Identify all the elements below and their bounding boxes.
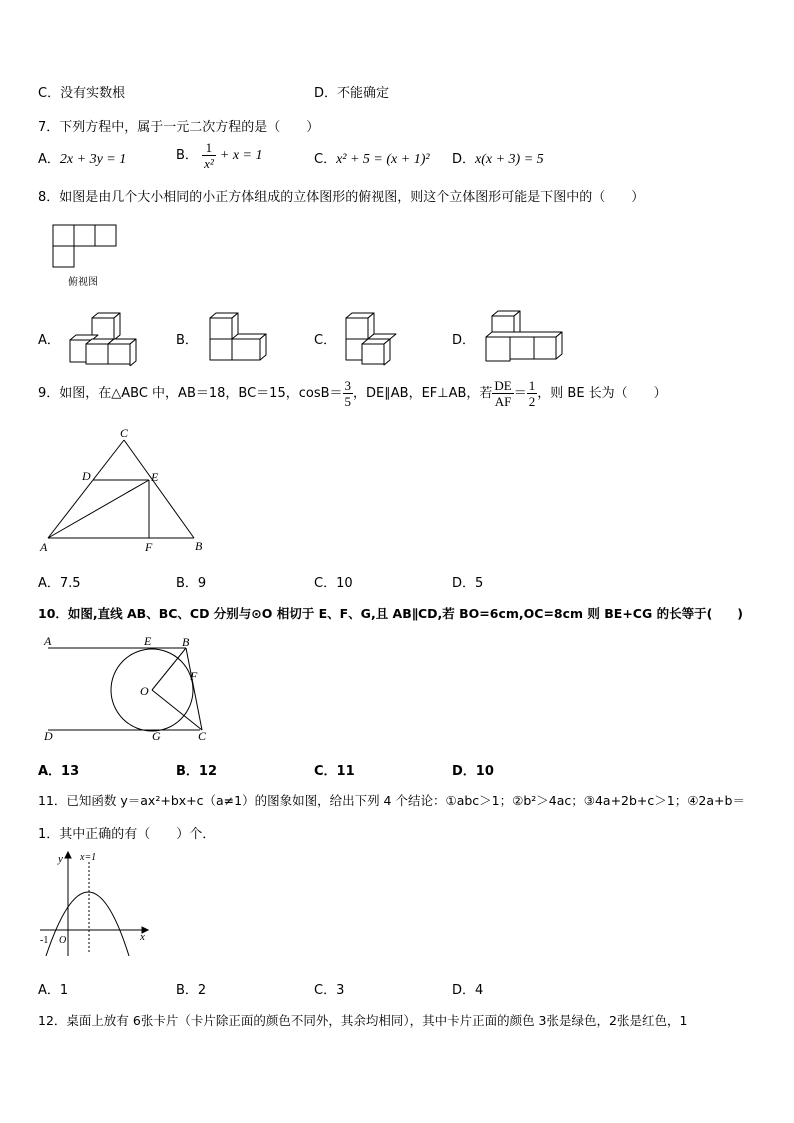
q7-option-c-expr: x² + 5 = (x + 1)²: [336, 152, 430, 167]
q8-option-d-label: D．: [452, 333, 476, 348]
top-view-square: [53, 246, 74, 267]
q7-option-d-expr: x(x + 3) = 5: [475, 152, 544, 167]
q9-stem: [38, 378, 667, 409]
q9-eq: ＝: [513, 386, 527, 401]
q11-option-b: B．2: [176, 983, 207, 998]
q7-option-d: [452, 148, 544, 168]
label-f: F: [190, 669, 198, 683]
label-a: A: [44, 634, 52, 648]
q9-stem-post: ，则 BE 长为（ ）: [537, 386, 667, 401]
q11-parabola-figure: [36, 848, 156, 958]
q9-half-den: 2: [528, 394, 536, 409]
q9-option-d: D．5: [452, 576, 484, 591]
label-x: x: [140, 931, 145, 943]
line-bc: [186, 648, 202, 730]
q6-option-d: D．不能确定: [314, 86, 390, 101]
label-b: B: [195, 539, 203, 553]
segment-ob: [152, 648, 186, 690]
segment-ae: [48, 480, 149, 538]
label-c: C: [120, 426, 129, 440]
q9-ratio-den: AF: [494, 394, 512, 409]
label-e: E: [151, 470, 159, 484]
q8-stem: 8．如图是由几个大小相同的小正方体组成的立体图形的俯视图，则这个立体图形可能是下图中的（ ）: [38, 190, 645, 205]
label-f: F: [145, 540, 153, 554]
label-d: D: [44, 729, 53, 743]
q8-option-b-label: B．: [176, 333, 198, 348]
label-e: E: [144, 634, 152, 648]
top-view-square: [74, 225, 95, 246]
label-minus1: -1: [40, 935, 49, 946]
q11-option-c: C．3: [314, 983, 345, 998]
q7-stem: 7．下列方程中，属于一元二次方程的是（ ）: [38, 120, 320, 135]
q6-option-c: C．没有实数根: [38, 86, 126, 101]
q7-option-a-label: A．: [38, 152, 60, 167]
q8-top-view-caption: 俯视图: [68, 277, 98, 288]
q8-top-view-figure: [48, 222, 120, 272]
side-ac: [48, 440, 124, 538]
side-cb: [124, 440, 194, 538]
label-a: A: [40, 540, 48, 554]
y-axis-arrow: [65, 852, 71, 858]
segment-oc: [152, 690, 202, 730]
parabola-curve: [46, 892, 129, 956]
q9-stem-pre: 9．如图，在△ABC 中，AB＝18，BC＝15，cosB＝: [38, 386, 343, 401]
q10-option-d: D．10: [452, 764, 494, 779]
q12-stem: 12．桌面上放有 6张卡片（卡片除正面的颜色不同外，其余均相同），其中卡片正面的颜色 3张是绿色，2张是红色，1: [38, 1013, 688, 1028]
q10-stem: 10．如图,直线 AB、BC、CD 分别与⊙O 相切于 E、F、G,且 AB∥CD,若 BO=6cm,OC=8cm 则 BE+CG 的长等于( ): [38, 606, 744, 621]
q7-option-b-label: B．: [176, 148, 198, 163]
q7-option-d-label: D．: [452, 152, 476, 167]
q11-stem-line1: 11．已知函数 y＝ax²+bx+c（a≠1）的图象如图，给出下列 4 个结论：①abc＞1；②b²＞4ac；③4a+2b+c＞1；④2a+b＝: [38, 793, 745, 808]
q9-option-c: C．10: [314, 576, 353, 591]
q7-option-b: [176, 140, 262, 171]
q7-b-den: x²: [204, 156, 214, 171]
q7-option-c: [314, 148, 430, 168]
q8-option-b-figure: [206, 310, 278, 366]
top-view-square: [95, 225, 116, 246]
q9-half-fraction: [527, 378, 538, 409]
label-origin: O: [59, 935, 67, 946]
q7-option-a: [38, 148, 126, 168]
q9-half-num: 1: [528, 378, 536, 393]
q9-cos-num: 3: [344, 378, 352, 393]
q11-stem-line2: 1．其中正确的有（ ）个．: [38, 827, 216, 842]
label-d: D: [82, 469, 91, 483]
q9-ratio-num: DE: [494, 378, 512, 393]
q9-stem-mid: ，DE∥AB，EF⊥AB，若: [353, 386, 493, 401]
q7-option-c-label: C．: [314, 152, 337, 167]
label-c: C: [198, 729, 207, 743]
q9-ratio-fraction: [492, 378, 513, 409]
q7-option-a-expr: 2x + 3y = 1: [59, 152, 127, 167]
label-axis: x=1: [80, 852, 97, 863]
q8-option-d-figure: [482, 308, 566, 366]
q11-option-a: A．1: [38, 983, 69, 998]
q9-cos-den: 5: [344, 394, 352, 409]
label-b: B: [182, 635, 190, 649]
top-view-square: [53, 225, 74, 246]
q8-option-c-label: C．: [314, 333, 337, 348]
q7-b-num: 1: [202, 140, 216, 156]
q7-option-b-fraction: [202, 140, 216, 171]
q8-option-a-label: A．: [38, 333, 60, 348]
q9-cos-fraction: [343, 378, 354, 409]
q10-option-c: C．11: [314, 764, 355, 779]
q7-option-b-rest: + x = 1: [219, 148, 263, 163]
q9-option-a: A．7.5: [38, 576, 81, 591]
q10-option-b: B．12: [176, 764, 217, 779]
label-g: G: [152, 729, 161, 743]
q9-option-b: B．9: [176, 576, 207, 591]
q10-circle-figure: [40, 632, 220, 747]
label-y: y: [58, 853, 63, 865]
q9-triangle-figure: [36, 426, 216, 558]
label-o: O: [140, 684, 149, 698]
q8-option-a-figure: [68, 310, 140, 366]
q8-option-c-figure: [342, 310, 414, 366]
q11-option-d: D．4: [452, 983, 484, 998]
q10-option-a: A．13: [38, 764, 80, 779]
